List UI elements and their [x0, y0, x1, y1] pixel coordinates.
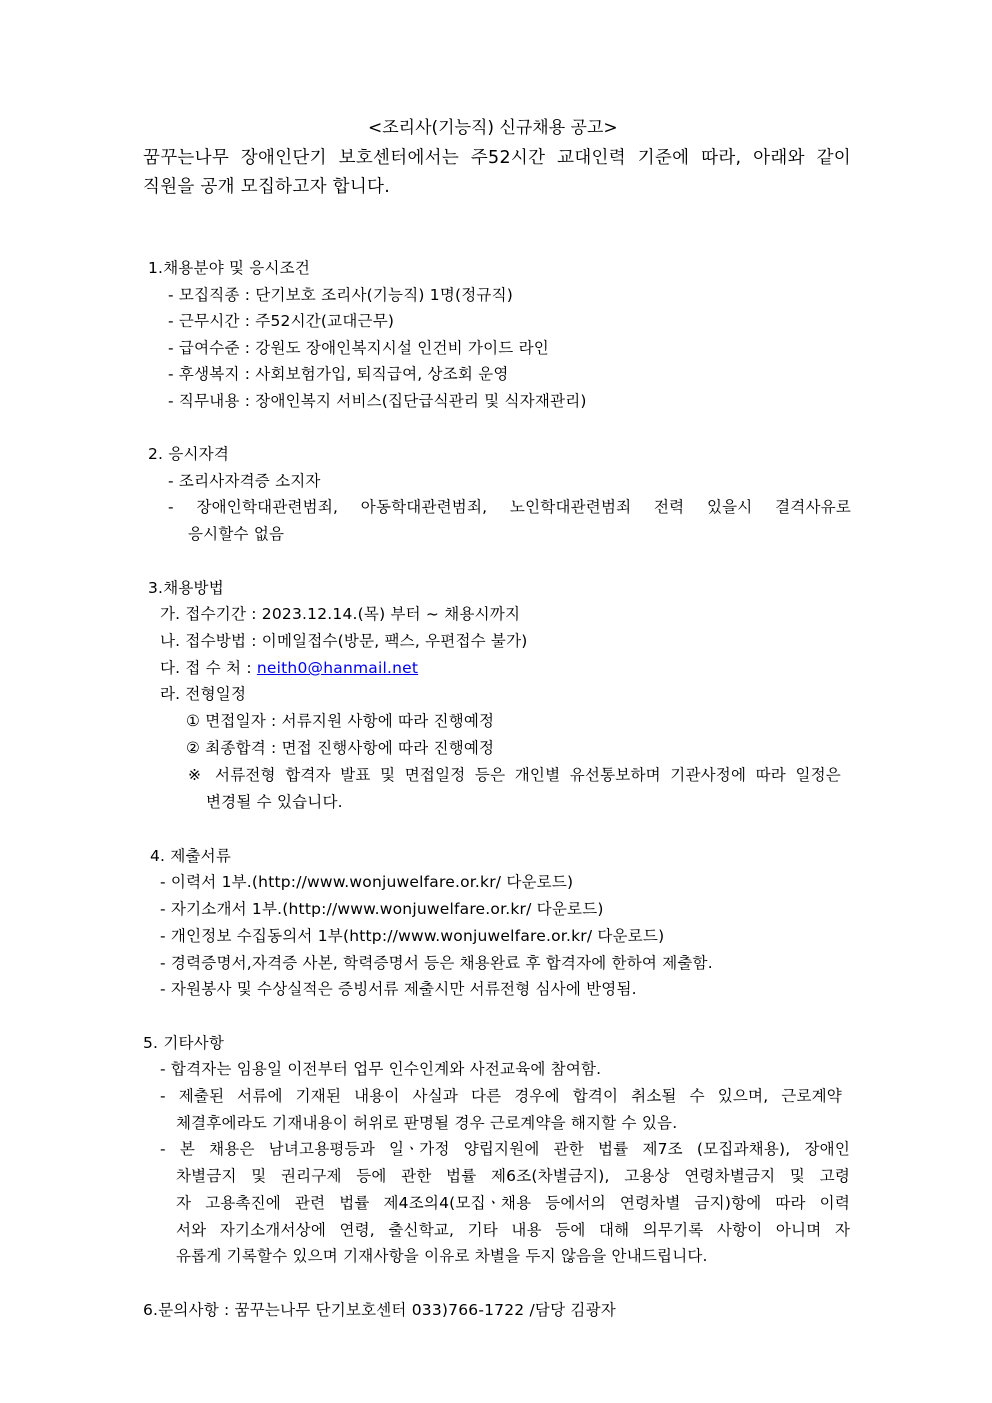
- section-2-item: - 장애인학대관련범죄, 아동학대관련범죄, 노인학대관련범죄 전력 있을시 결격사유로: [168, 498, 851, 516]
- section-5-heading: 5. 기타사항: [143, 1034, 225, 1052]
- schedule-item: ① 면접일자 : 서류지원 사항에 따라 진행예정: [186, 712, 495, 730]
- document-item: - 자원봉사 및 수상실적은 증빙서류 제출시만 서류전형 심사에 반영됨.: [160, 980, 637, 998]
- section-1-item: - 모집직종 : 단기보호 조리사(기능직) 1명(정규직): [168, 286, 514, 304]
- misc-line: - 제출된 서류에 기재된 내용이 사실과 다른 경우에 합격이 취소될 수 있으며, 근로계약: [160, 1087, 842, 1105]
- address-label: 다. 접 수 처 :: [160, 659, 257, 677]
- intro-line-1: 꿈꾸는나무 장애인단기 보호센터에서는 주52시간 교대인력 기준에 따라, 아래와 같이: [143, 148, 851, 168]
- application-address: [160, 658, 418, 678]
- document-item: - 경력증명서,자격증 사본, 학력증명서 등은 채용완료 후 합격자에 한하여 제출함.: [160, 954, 713, 972]
- contact-line: 6.문의사항 : 꿈꾸는나무 단기보호센터 033)766-1722 /담당 김광자: [143, 1301, 616, 1319]
- section-2-heading: 2. 응시자격: [148, 445, 230, 463]
- misc-line: 자 고용촉진에 관련 법률 제4조의4(모집ㆍ채용 등에서의 연령차별 금지)항에 따라 이력: [176, 1194, 850, 1212]
- schedule-heading: 라. 전형일정: [160, 685, 247, 703]
- section-1-item: - 직무내용 : 장애인복지 서비스(집단급식관리 및 식자재관리): [168, 392, 587, 410]
- document-item: - 이력서 1부.(http://www.wonjuwelfare.or.kr/ 다운로드): [160, 873, 574, 891]
- section-2-item-continued: 응시할수 없음: [188, 525, 285, 543]
- misc-line: 차별금지 및 권리구제 등에 관한 법률 제6조(차별금지), 고용상 연령차별금지 및 고령: [176, 1167, 850, 1185]
- email-link[interactable]: neith0@hanmail.net: [256, 659, 419, 677]
- application-period: 가. 접수기간 : 2023.12.14.(목) 부터 ~ 채용시까지: [160, 605, 521, 623]
- misc-line: - 본 채용은 남녀고용평등과 일ㆍ가정 양립지원에 관한 법률 제7조 (모집과채용), 장애인: [160, 1140, 850, 1158]
- document-title: <조리사(기능직) 신규채용 공고>: [368, 118, 618, 138]
- section-1-heading: 1.채용분야 및 응시조건: [148, 259, 311, 277]
- schedule-note-continued: 변경될 수 있습니다.: [206, 793, 343, 811]
- section-1-item: - 근무시간 : 주52시간(교대근무): [168, 312, 395, 330]
- misc-line: 유롭게 기록할수 있으며 기재사항을 이유로 차별을 두지 않음을 안내드립니다.: [176, 1247, 708, 1265]
- intro-line-2: 직원을 공개 모집하고자 합니다.: [143, 177, 391, 197]
- application-method: 나. 접수방법 : 이메일접수(방문, 팩스, 우편접수 불가): [160, 632, 528, 650]
- section-2-item: - 조리사자격증 소지자: [168, 472, 321, 490]
- section-4-heading: 4. 제출서류: [150, 847, 232, 865]
- section-1-item: - 급여수준 : 강원도 장애인복지시설 인건비 가이드 라인: [168, 339, 549, 357]
- document-item: - 자기소개서 1부.(http://www.wonjuwelfare.or.kr/ 다운로드): [160, 900, 604, 918]
- misc-line: - 합격자는 임용일 이전부터 업무 인수인계와 사전교육에 참여함.: [160, 1060, 602, 1078]
- section-1-item: - 후생복지 : 사회보험가입, 퇴직급여, 상조회 운영: [168, 365, 509, 383]
- section-3-heading: 3.채용방법: [148, 579, 224, 597]
- document-item: - 개인정보 수집동의서 1부(http://www.wonjuwelfare.or.kr/ 다운로드): [160, 927, 665, 945]
- misc-line: 체결후에라도 기재내용이 허위로 판명될 경우 근로계약을 해지할 수 있음.: [176, 1114, 678, 1132]
- schedule-item: ② 최종합격 : 면접 진행사항에 따라 진행예정: [186, 739, 495, 757]
- misc-line: 서와 자기소개서상에 연령, 출신학교, 기타 내용 등에 대해 의무기록 사항이 아니며 자: [176, 1221, 850, 1239]
- schedule-note: ※ 서류전형 합격자 발표 및 면접일정 등은 개인별 유선통보하며 기관사정에 따라 일정은: [188, 766, 841, 784]
